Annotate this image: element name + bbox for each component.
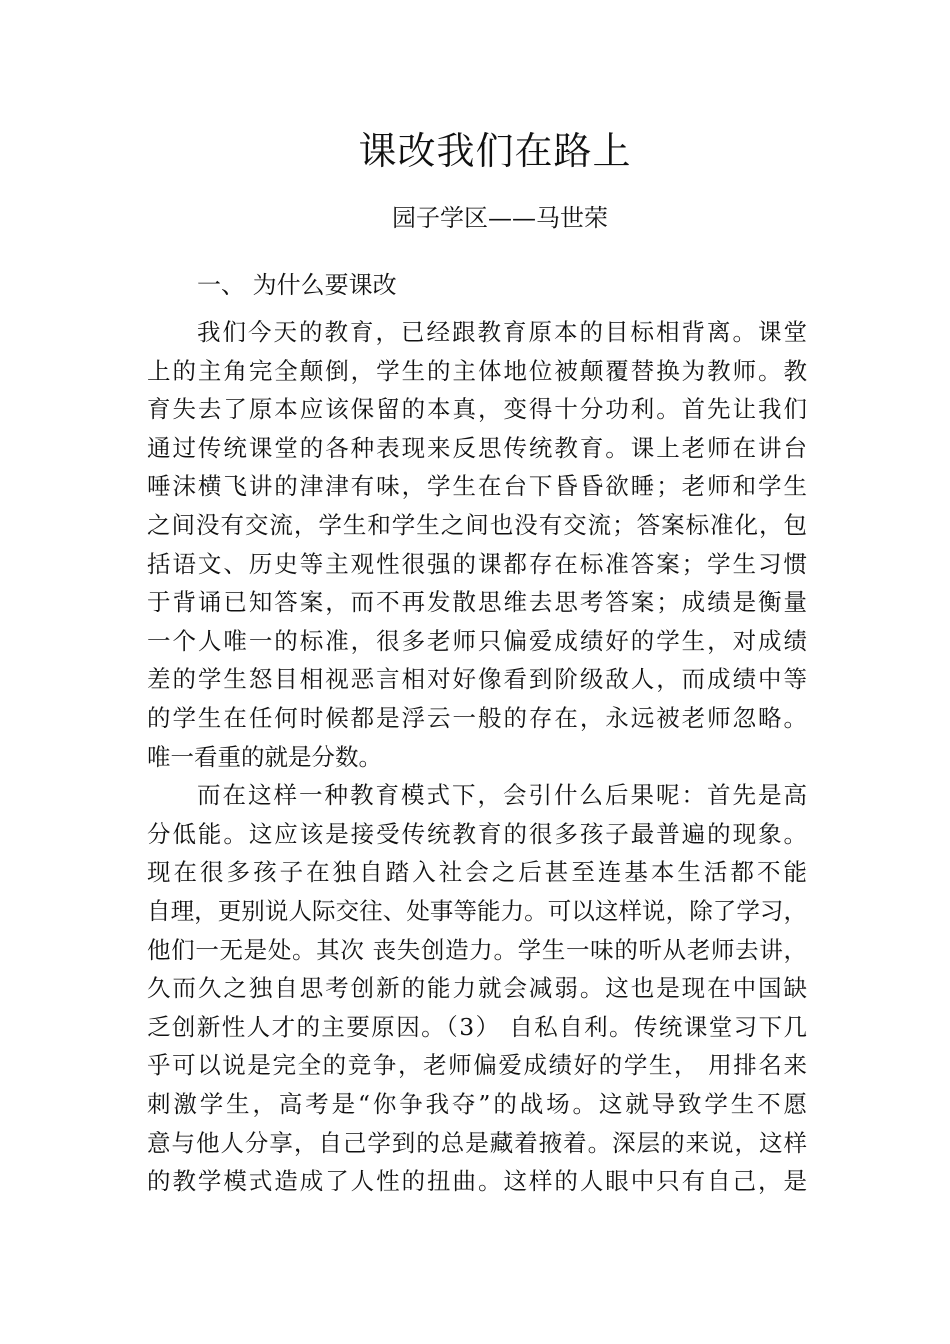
- paragraph-1-line: 差的学生怒目相视恶言相对好像看到阶级敌人，而成绩中等: [147, 665, 807, 694]
- paragraph-1-line: 唾沫横飞讲的津津有味，学生在台下昏昏欲睡；老师和学生: [147, 472, 807, 501]
- paragraph-1-line: 上的主角完全颠倒，学生的主体地位被颠覆替换为教师。教: [147, 356, 807, 385]
- document-author: 园子学区——马世荣: [392, 204, 608, 232]
- paragraph-1-line: 育失去了原本应该保留的本真，变得十分功利。首先让我们: [147, 395, 807, 424]
- paragraph-1-line: 一个人唯一的标准，很多老师只偏爱成绩好的学生，对成绩: [147, 626, 807, 655]
- paragraph-1-line: 括语文、历史等主观性很强的课都存在标准答案；学生习惯: [147, 549, 807, 578]
- paragraph-2-line: 自理，更别说人际交往、处事等能力。可以这样说，除了学习，: [147, 897, 807, 925]
- paragraph-2-line: 久而久之独自思考创新的能力就会减弱。这也是现在中国缺: [147, 974, 807, 1003]
- paragraph-2-line: 他们一无是处。其次 丧失创造力。学生一味的听从老师去讲，: [147, 935, 807, 964]
- paragraph-1-line: 我们今天的教育，已经跟教育原本的目标相背离。课堂: [197, 318, 807, 346]
- paragraph-2-line: 现在很多孩子在独自踏入社会之后甚至连基本生活都不能: [147, 858, 807, 887]
- section-heading: 一、 为什么要课改: [197, 271, 397, 299]
- paragraph-2-line: 分低能。这应该是接受传统教育的很多孩子最普遍的现象。: [147, 819, 807, 848]
- paragraph-2-line: 的教学模式造成了人性的扭曲。这样的人眼中只有自己，是: [147, 1167, 807, 1196]
- paragraph-2-line: 乎可以说是完全的竞争，老师偏爱成绩好的学生， 用排名来: [147, 1051, 807, 1080]
- paragraph-1-line: 于背诵已知答案，而不再发散思维去思考答案；成绩是衡量: [147, 588, 807, 617]
- document-title: 课改我们在路上: [358, 129, 632, 173]
- paragraph-2-line: 意与他人分享，自己学到的总是藏着掖着。深层的来说，这样: [147, 1128, 807, 1157]
- paragraph-1-line: 的学生在任何时候都是浮云一般的存在，永远被老师忽略。: [147, 704, 807, 732]
- paragraph-1-line: 通过传统课堂的各种表现来反思传统教育。课上老师在讲台: [147, 433, 807, 462]
- paragraph-2-line: 乏创新性人才的主要原因。（3） 自私自利。传统课堂习下几: [147, 1012, 807, 1041]
- paragraph-1-line: 唯一看重的就是分数。: [147, 742, 382, 771]
- paragraph-2-line: 刺激学生，高考是“你争我夺”的战场。这就导致学生不愿: [147, 1090, 807, 1118]
- paragraph-2-line: 而在这样一种教育模式下，会引什么后果呢：首先是高: [197, 781, 807, 810]
- paragraph-1-line: 之间没有交流，学生和学生之间也没有交流；答案标准化，包: [147, 511, 807, 539]
